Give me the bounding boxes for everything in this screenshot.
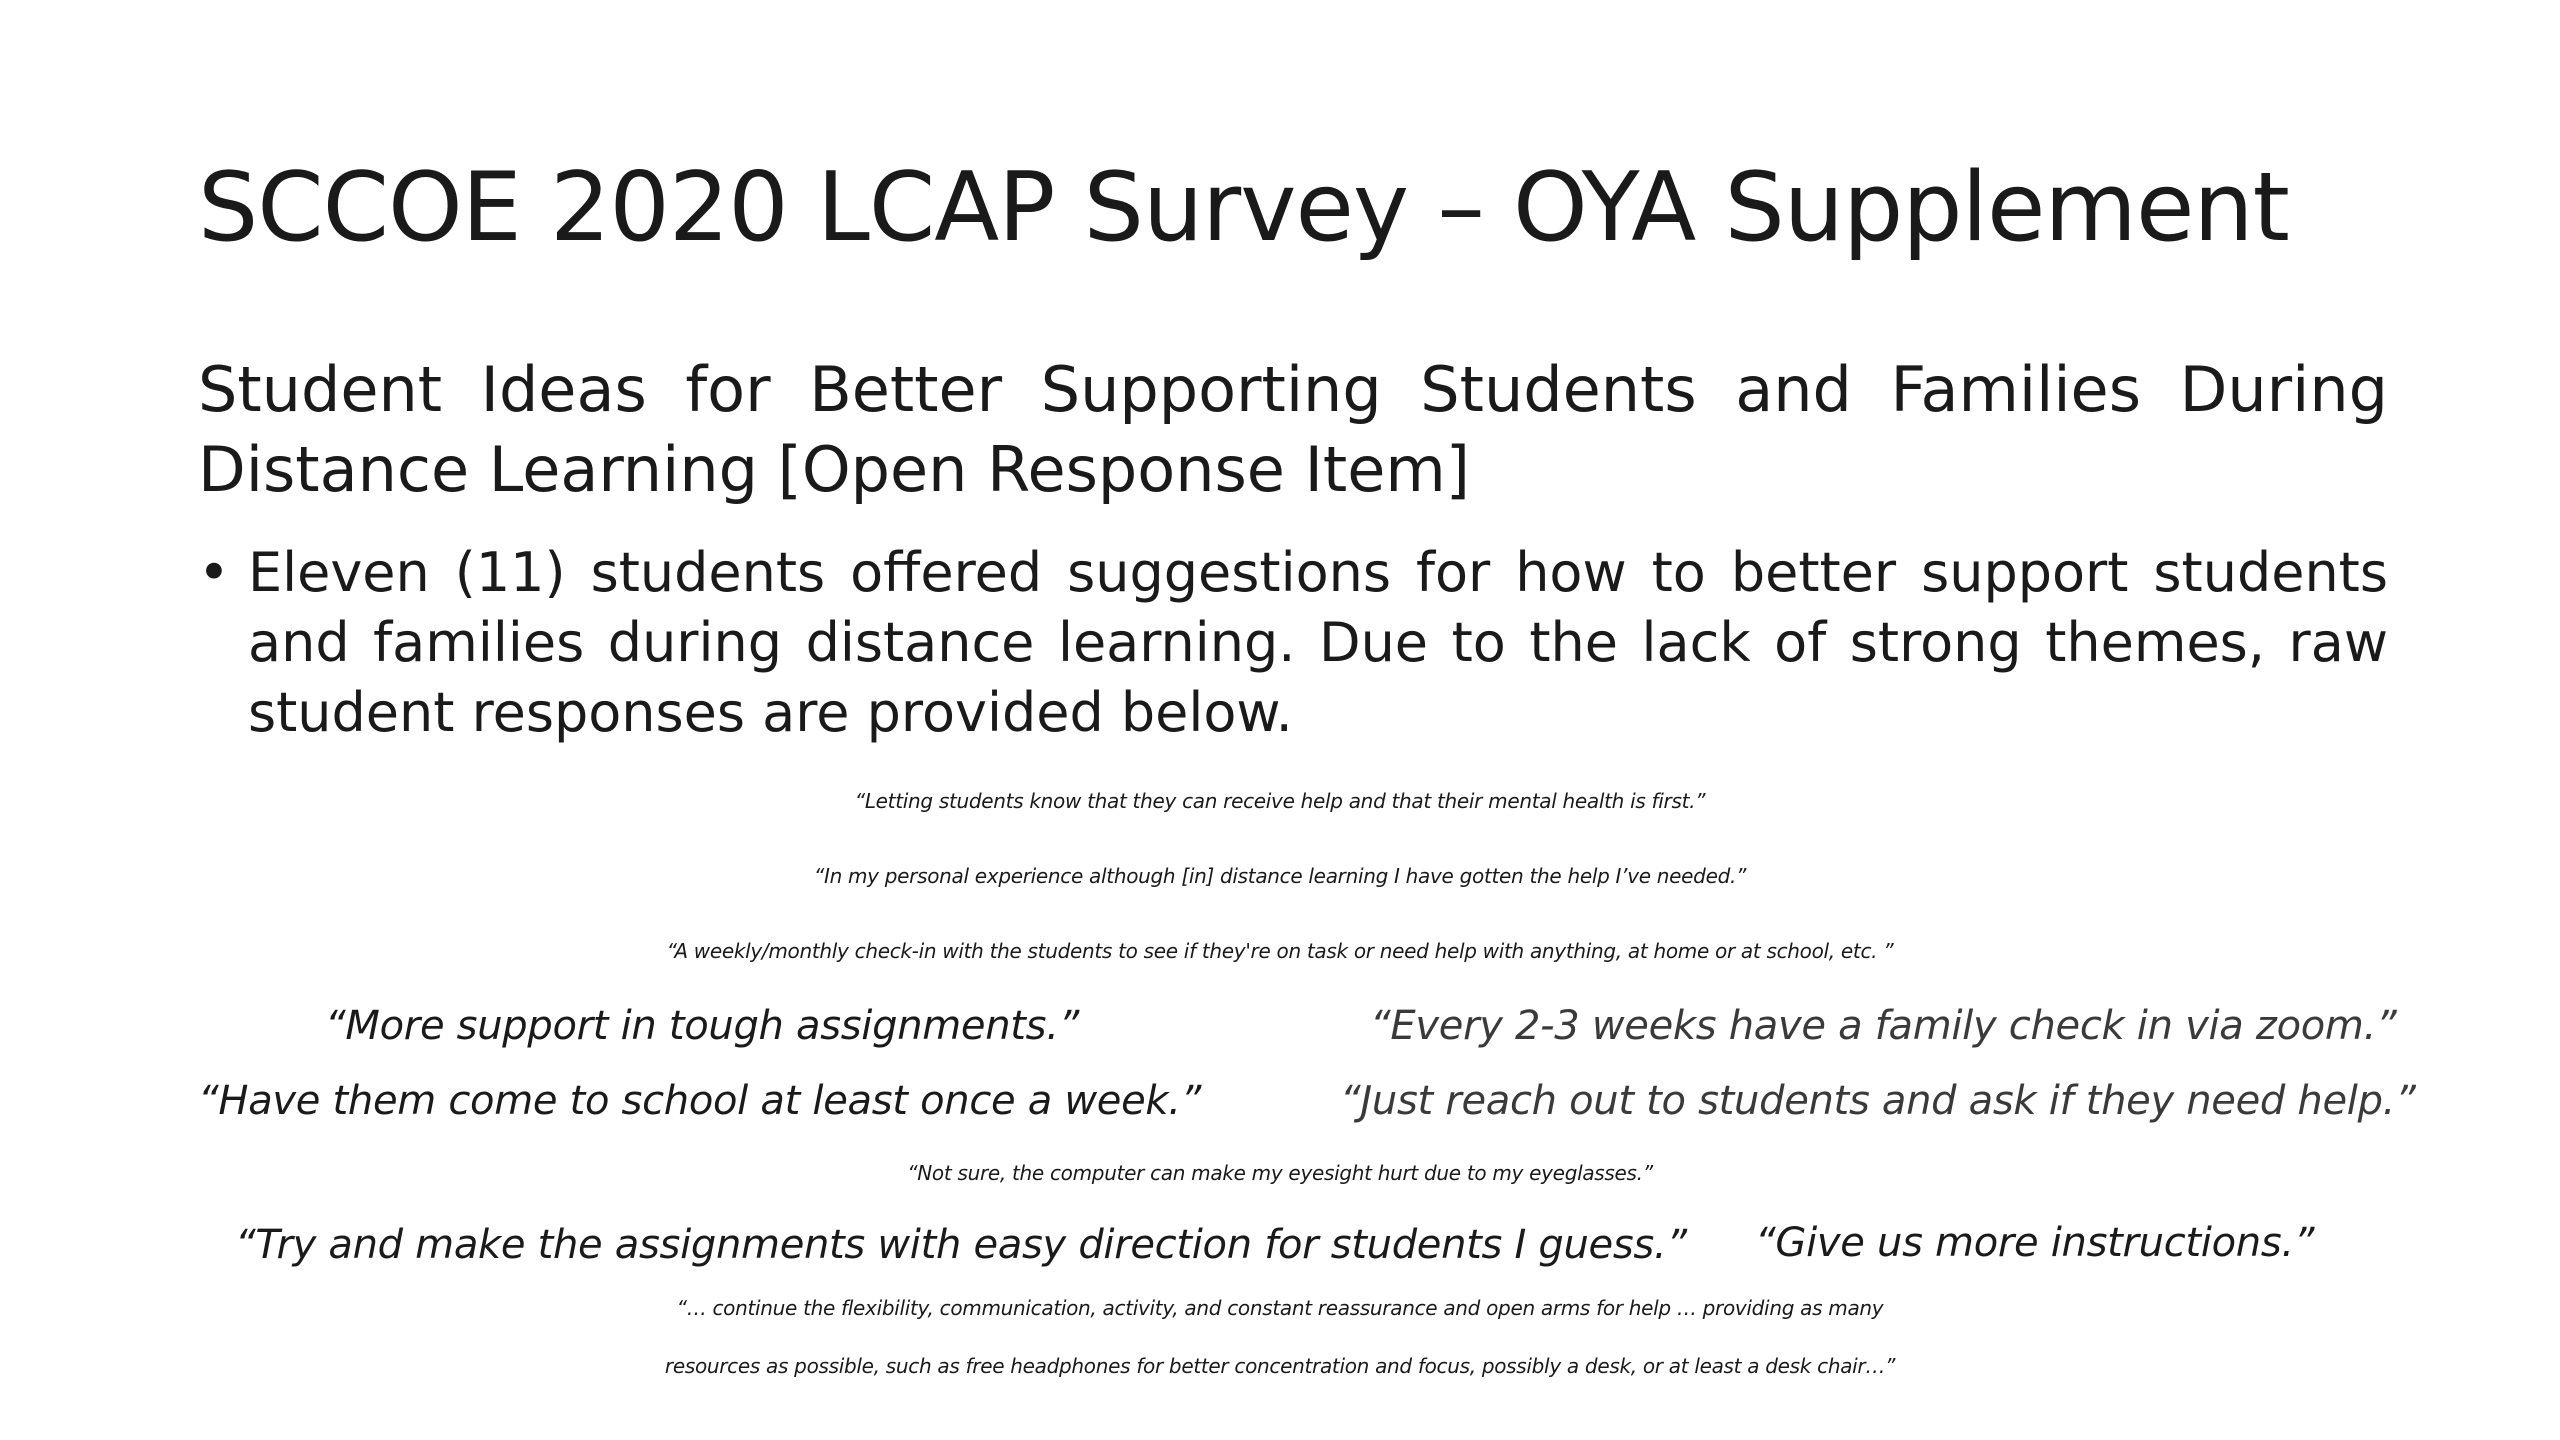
student-quote-1: “Letting students know that they can receive help and that their mental health is first.” — [854, 789, 1706, 813]
student-quote-3: “A weekly/monthly check-in with the students to see if they're on task or need help with anything, at home or at school, etc. ” — [666, 939, 1894, 963]
summary-bullet-text: Eleven (11) students offered suggestions for how to better support students and families during distance learning. Due to the lack of strong themes, raw student responses are provided below. — [248, 541, 2388, 744]
student-quote-4: “More support in tough assignments.” — [325, 1003, 1080, 1049]
student-quote-6: “Have them come to school at least once a week.” — [198, 1078, 1202, 1124]
student-quote-5: “Every 2-3 weeks have a family check in via zoom.” — [1370, 1003, 2397, 1049]
slide-subtitle: Student Ideas for Better Supporting Students and Families During Distance Learning [Open Response Item] — [198, 353, 2388, 506]
slide-title: SCCOE 2020 LCAP Survey – OYA Supplement — [198, 153, 2289, 263]
student-quote-8: “Not sure, the computer can make my eyesight hurt due to my eyeglasses.” — [907, 1161, 1653, 1185]
student-quote-9: “Try and make the assignments with easy direction for students I guess.” — [235, 1222, 1687, 1268]
student-quote-11-line-2: resources as possible, such as free headphones for better concentration and focus, possibly a desk, or at least a desk chair…” — [664, 1354, 1896, 1378]
bullet-icon: • — [198, 541, 230, 604]
student-quote-11-line-1: “… continue the flexibility, communication, activity, and constant reassurance and open arms for help … providing as many — [676, 1296, 1884, 1320]
student-quote-10: “Give us more instructions.” — [1755, 1220, 2315, 1266]
student-quote-2: “In my personal experience although [in] distance learning I have gotten the help I’ve needed.” — [813, 864, 1747, 888]
student-quote-7: “Just reach out to students and ask if they need help.” — [1340, 1078, 2416, 1124]
summary-bullet — [198, 538, 2388, 748]
